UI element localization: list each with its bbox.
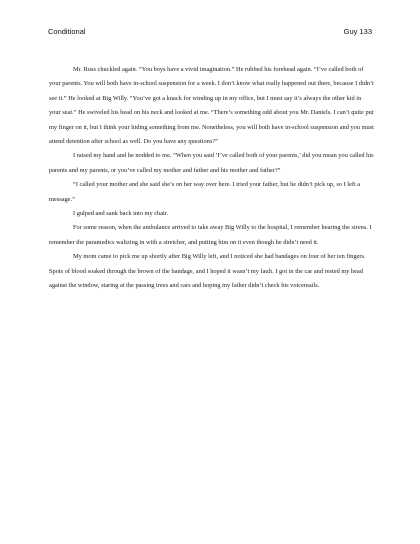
paragraph: I raised my hand and he nodded to me. “When you said ‘I’ve called both of your parents,’ did you mean you called his parents and my parents, or you’ve called my mother and father and his mother and father?” [49,152,374,174]
header-page-number: Guy 133 [343,27,372,36]
paragraph: For some reason, when the ambulance arrived to take away Big Willy to the hospital, I remember hearing the sirens. I remember the paramedics waltzing in with a stretcher, and putting him on it even though he didn’t need it. [49,224,372,246]
paragraph: Mr. Russ chuckled again. “You boys have a vivid imagination.” He rubbed his forehead again. “I’ve called both of your parents. You will both have in-school suspension for a week. I don’t know what really happened out there, because I didn’t see it.” He looked at Big Willy. “You’ve got a knack for winding up in my office, but I must say it’s always the other kid in your seat.” He swiveled his head on his neck and looked at me. “There’s something odd about you Mr. Daniels. I can’t quite put my finger on it, but I think your hiding something from me. Nonetheless, you will both have in-school suspension and you must attend detention after school as well. Do you have any questions?” [49,66,374,146]
paragraph: My mom came to pick me up shortly after Big Willy left, and I noticed she had bandages on four of her ten fingers. Spots of blood soaked through the brown of the bandage, and I hoped it wasn’t my fault. I got in the car and rested my head against the window, staring at the passing trees and cars and hoping my father didn’t check his voicemails. [49,253,366,290]
paragraph: I gulped and sank back into my chair. [73,210,169,218]
header-title: Conditional [48,27,86,36]
running-header [48,27,372,36]
paragraph: “I called your mother and she said she’s on her way over here. I tried your father, but he didn’t pick up, so I left a message.” [49,181,361,203]
body-text [49,63,374,294]
